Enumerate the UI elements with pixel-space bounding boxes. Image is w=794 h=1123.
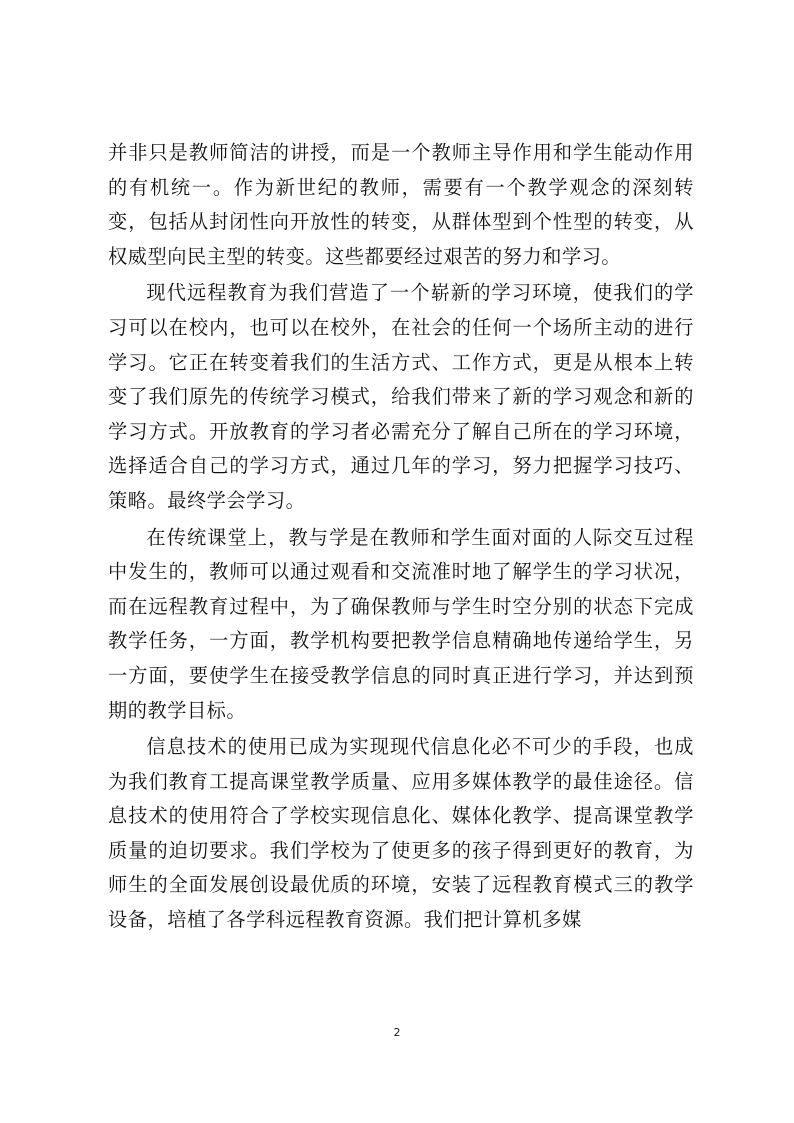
paragraph-4: 信息技术的使用已成为实现现代信息化必不可少的手段，也成为我们教育工提高课堂教学质量、应用多媒体教学的最佳途径。信息技术的使用符合了学校实现信息化、媒体化教学、提高课堂教学质量的迫切要求。我们学校为了使更多的孩子得到更好的教育，为师生的全面发展创设最优质的环境，安装了远程教育模式三的教学设备，培植了各学科远程教育资源。我们把计算机多媒 — [108, 735, 694, 932]
paragraph-2: 现代远程教育为我们营造了一个崭新的学习环境，使我们的学习可以在校内，也可以在校外，在社会的任何一个场所主动的进行学习。它正在转变着我们的生活方式、工作方式，更是从根本上转变了我们原先的传统学习模式，给我们带来了新的学习观念和新的学习方式。开放教育的学习者必需充分了解自己所在的学习环境，选择适合自己的学习方式，通过几年的学习，努力把握学习技巧、策略。最终学会学习。 — [108, 281, 694, 512]
document-body — [108, 136, 694, 940]
paragraph-1: 并非只是教师简洁的讲授，而是一个教师主导作用和学生能动作用的有机统一。作为新世纪的教师，需要有一个教学观念的深刻转变，包括从封闭性向开放性的转变，从群体型到个性型的转变，从权威型向民主型的转变。这些都要经过艰苦的努力和学习。 — [108, 141, 694, 268]
paragraph-3: 在传统课堂上，教与学是在教师和学生面对面的人际交互过程中发生的，教师可以通过观看和交流准时地了解学生的学习状况，而在远程教育过程中，为了确保教师与学生时空分别的状态下完成教学任务，一方面，教学机构要把教学信息精确地传递给学生，另一方面，要使学生在接受教学信息的同时真正进行学习，并达到预期的教学目标。 — [108, 525, 694, 722]
page-number: 2 — [393, 1026, 401, 1039]
